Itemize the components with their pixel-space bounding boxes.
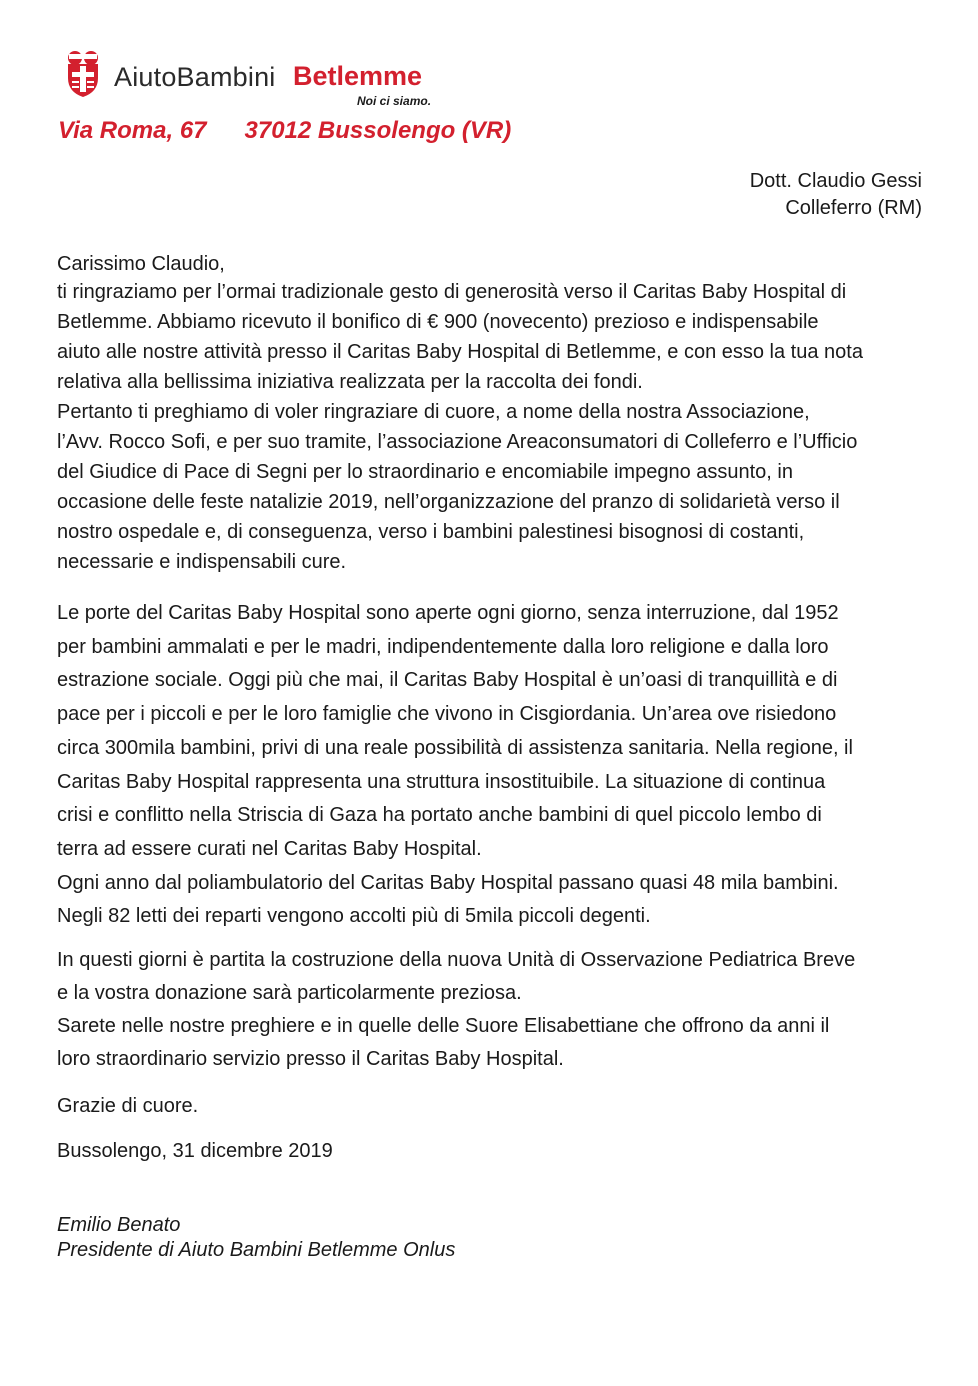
paragraph-line: In questi giorni è partita la costruzione della nuova Unità di Osservazione Pediatrica Breve [57,949,856,971]
paragraph-line: nostro ospedale e, di conseguenza, verso i bambini palestinesi bisognosi di costanti, [57,521,805,543]
recipient-block [750,168,922,222]
closing-line: Grazie di cuore. [57,1095,199,1117]
signature-name: Emilio Benato [57,1214,181,1236]
address-street: Via Roma, 67 [58,117,207,144]
recipient-name: Dott. Claudio Gessi [749,170,922,192]
salutation: Carissimo Claudio, [57,253,225,275]
paragraph-line: del Giudice di Pace di Segni per lo straordinario e encomiabile impegno assunto, in [57,461,793,483]
paragraph-line: crisi e conflitto nella Striscia di Gaza ha portato anche bambini di quel piccolo lembo di [57,804,822,827]
signature-title: Presidente di Aiuto Bambini Betlemme Onlus [57,1239,456,1261]
brand-tagline: Noi ci siamo. [357,94,432,108]
paragraph-line: terra ad essere curati nel Caritas Baby Hospital. [57,837,482,860]
paragraph-line: e la vostra donazione sarà particolarmente preziosa. [57,982,522,1004]
paragraph-line: Ogni anno dal poliambulatorio del Caritas Baby Hospital passano quasi 48 mila bambini. [57,871,839,894]
paragraph-line: Sarete nelle nostre preghiere e in quelle delle Suore Elisabettiane che offrono da anni il [57,1015,830,1037]
paragraph-line: pace per i piccoli e per le loro famiglie che vivono in Cisgiordania. Un’area ove risiedono [57,703,837,726]
brand-name-light: AiutoBambini [114,62,276,92]
recipient-city: Colleferro (RM) [785,197,922,219]
brand-name-bold: Betlemme [293,61,423,91]
cross-and-shield-logo-icon [58,48,108,98]
paragraph-line: loro straordinario servizio presso il Caritas Baby Hospital. [57,1048,564,1070]
paragraph-line: circa 300mila bambini, privi di una reale possibilità di assistenza sanitaria. Nella regione, il [57,736,853,759]
paragraph-line: Betlemme. Abbiamo ricevuto il bonifico di € 900 (novecento) prezioso e indispensabile [57,311,819,333]
paragraph-line: Pertanto ti preghiamo di voler ringraziare di cuore, a nome della nostra Associazione, [57,401,810,423]
paragraph-line: ti ringraziamo per l’ormai tradizionale gesto di generosità verso il Caritas Baby Hospital di [57,281,847,303]
address-city: 37012 Bussolengo (VR) [244,117,512,144]
paragraph-line: occasione delle feste natalizie 2019, nell’organizzazione del pranzo di solidarietà verso il [57,491,840,513]
paragraph-line: per bambini ammalati e per le madri, indipendentemente dalla loro religione e dalla loro [57,635,829,658]
paragraph-line: Negli 82 letti dei reparti vengono accolti più di 5mila piccoli degenti. [57,905,651,928]
paragraph-2 [57,597,927,934]
place-and-date: Bussolengo, 31 dicembre 2019 [57,1140,333,1162]
paragraph-line: Caritas Baby Hospital rappresenta una struttura insostituibile. La situazione di continua [57,770,826,793]
sender-address [58,117,511,145]
paragraph-3 [57,944,927,1076]
paragraph-1 [57,277,927,577]
paragraph-line: relativa alla bellissima iniziativa realizzata per la raccolta dei fondi. [57,371,643,393]
paragraph-line: Le porte del Caritas Baby Hospital sono aperte ogni giorno, senza interruzione, dal 1952 [57,602,839,624]
paragraph-line: necessarie e indispensabili cure. [57,551,347,573]
paragraph-line: l’Avv. Rocco Sofi, e per suo tramite, l’associazione Areaconsumatori di Colleferro e l’Ufficio [57,431,858,453]
paragraph-line: estrazione sociale. Oggi più che mai, il Caritas Baby Hospital è un’oasi di tranquillità e di [57,669,838,692]
paragraph-line: aiuto alle nostre attività presso il Caritas Baby Hospital di Betlemme, e con esso la tua nota [57,341,863,363]
